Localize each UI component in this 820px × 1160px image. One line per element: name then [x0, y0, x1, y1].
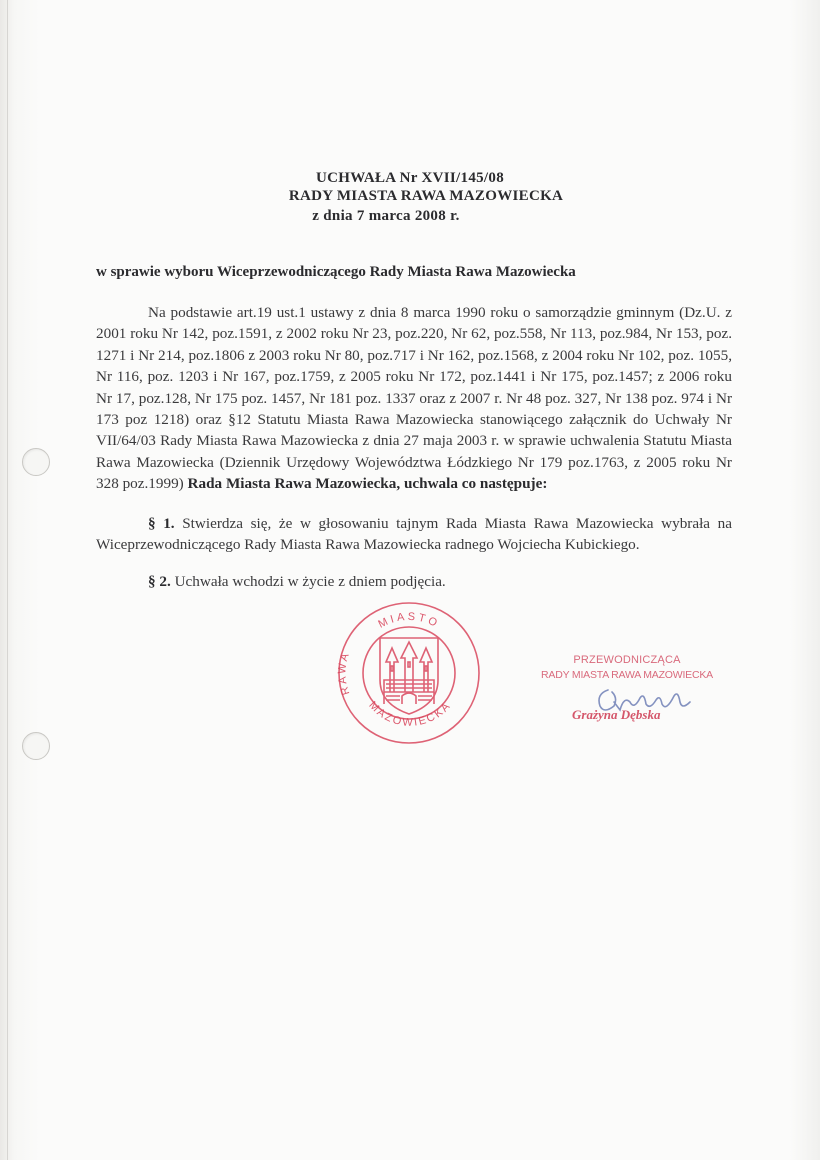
city-seal-stamp	[336, 600, 482, 746]
resolution-date: z dnia 7 marca 2008 r.	[312, 208, 460, 224]
signatory-council: RADY MIASTA RAWA MAZOWIECKA	[541, 669, 713, 681]
section-2-mark: § 2.	[148, 573, 171, 590]
punch-hole-top	[22, 448, 50, 476]
signatory-name: Grażyna Dębska	[572, 707, 661, 722]
page-edge-line	[7, 0, 8, 1160]
council-name: RADY MIASTA RAWA MAZOWIECKA	[288, 188, 564, 204]
resolution-subject: w sprawie wyboru Wiceprzewodniczącego Rady Miasta Rawa Mazowiecka	[96, 264, 576, 280]
seal-text-top: MIASTO	[376, 610, 442, 631]
signatory-role: PRZEWODNICZĄCA	[573, 654, 681, 666]
preamble-text: Na podstawie art.19 ust.1 ustawy z dnia 8 marca 1990 roku o samorządzie gminnym (Dz.U. z 2001 roku Nr 142, poz.1591, z 2002 roku Nr 23, poz.220, Nr 62, poz.558, Nr 113, poz.984, Nr 153, poz. 1271 i Nr 214, poz.1806 z 2003 roku Nr 80, poz.717 i Nr 162, poz.1568, z 2004 roku Nr 102, poz. 1055, Nr 116, poz. 1203 i Nr 167, poz.1759, z 2005 roku Nr 172, poz.1441 i Nr 175, poz.1457; z 2006 roku Nr 17, poz.128, Nr 175 poz. 1457, Nr 181 poz. 1337 oraz z 2007 r. Nr 48 poz. 327, Nr 138 poz. 974 i Nr 173 poz 1218) oraz §12 Statutu Miasta Rawa Mazowiecka stanowiącego załącznik do Uchwały Nr VII/64/03 Rady Miasta Rawa Mazowiecka z dnia 27 maja 2003 r. w sprawie uchwalenia Statutu Miasta Rawa Mazowiecka (Dziennik Urzędowy Województwa Łódzkiego Nr 179 poz.1763, z 2005 roku Nr 328 poz.1999)	[96, 304, 732, 493]
seal-text-bottom: MAZOWIECKA	[366, 699, 454, 729]
section-1	[96, 513, 732, 556]
punch-hole-bottom	[22, 732, 50, 760]
preamble-enactment: Rada Miasta Rawa Mazowiecka, uchwala co następuje:	[187, 475, 548, 493]
seal-text-left: RAWA	[336, 649, 353, 697]
section-2	[96, 571, 732, 592]
section-1-mark: § 1.	[148, 515, 175, 532]
legal-basis-preamble	[96, 302, 732, 495]
section-2-text: Uchwała wchodzi w życie z dniem podjęcia.	[170, 573, 446, 590]
section-1-text: Stwierdza się, że w głosowaniu tajnym Rada Miasta Rawa Mazowiecka wybrała na Wiceprzewodniczącego Rady Miasta Rawa Mazowiecka radnego Wojciecha Kubickiego.	[96, 515, 733, 554]
resolution-number: UCHWAŁA Nr XVII/145/08	[315, 170, 504, 186]
signature-stamp	[527, 653, 727, 683]
